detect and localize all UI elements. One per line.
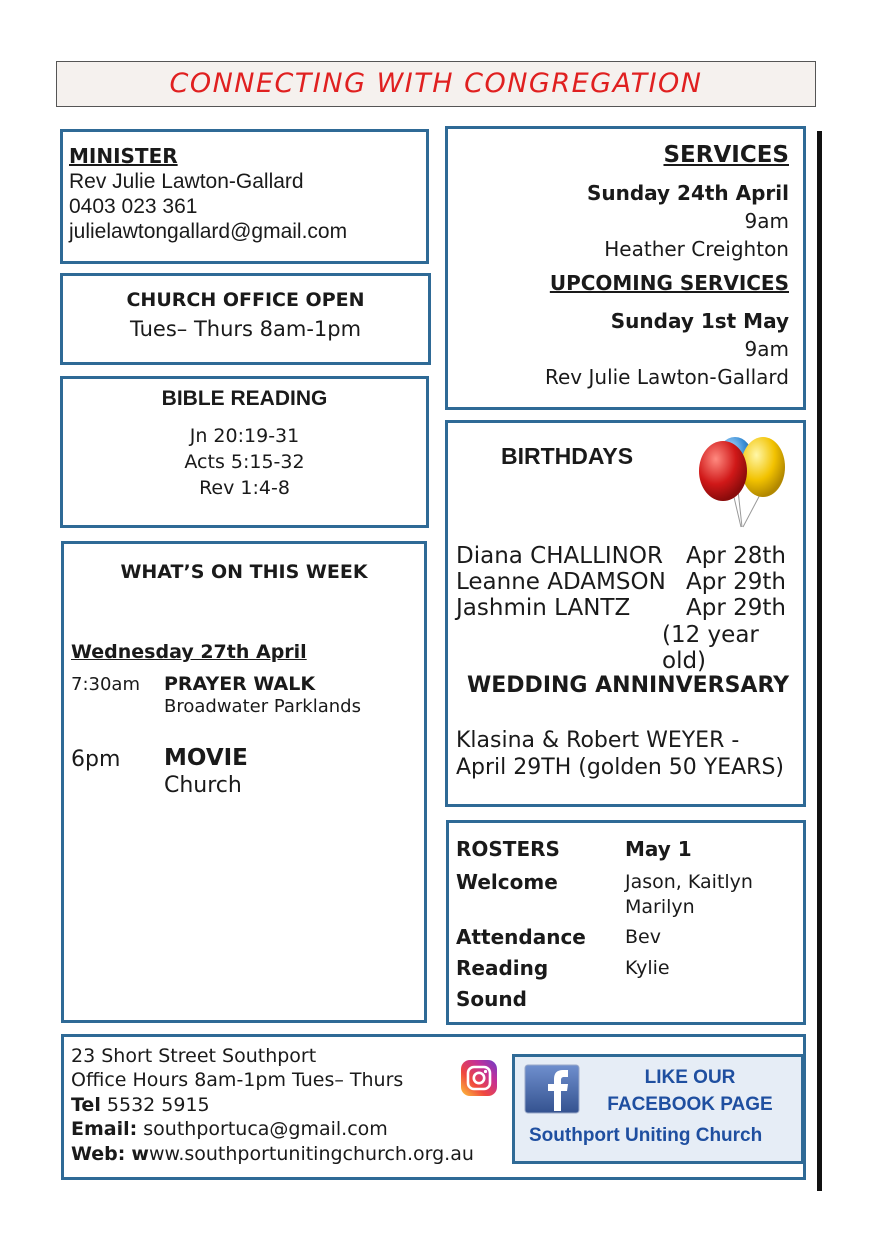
rosters-heading: ROSTERS [456,837,560,861]
minister-name: Rev Julie Lawton-Gallard [69,170,304,193]
web-link[interactable] [131,1143,473,1165]
anniversary-line: April 29TH (golden 50 YEARS) [456,755,785,780]
birthdays-box [445,420,806,807]
event-time: 7:30am [71,674,140,695]
birthday-note: (12 year old) [662,622,759,674]
web-link-first-letter: w [131,1143,149,1165]
birthday-date: Apr 29th [686,595,786,621]
rosters-box [446,820,806,1025]
minister-email[interactable]: julielawtongallard@gmail.com [69,220,348,243]
event-title: PRAYER WALK [164,673,316,695]
upcoming-services-heading: UPCOMING SERVICES [549,271,789,295]
services-box [445,126,806,410]
event-place: Church [164,773,242,798]
minister-phone: 0403 023 361 [69,195,198,218]
footer-email [71,1118,388,1140]
services-heading: SERVICES [663,142,789,168]
facebook-page-name: Southport Uniting Church [529,1125,763,1146]
instagram-icon[interactable] [460,1059,498,1097]
web-label: Web: [71,1143,126,1165]
footer-address: 23 Short Street Southport [71,1045,317,1067]
facebook-panel[interactable] [512,1054,804,1164]
event-time: 6pm [71,747,121,772]
bible-reading: Rev 1:4-8 [199,477,290,499]
email-label: Email: [71,1118,138,1140]
footer-box [61,1034,806,1180]
event-place: Broadwater Parklands [164,696,361,717]
birthday-date: Apr 28th [686,543,786,569]
bible-heading: BIBLE READING [161,387,328,410]
balloons-icon [693,431,791,533]
roster-role: Attendance [456,925,586,949]
rosters-date: May 1 [625,837,692,861]
whatson-day: Wednesday 27th April [71,641,307,663]
facebook-line2: FACEBOOK PAGE [607,1094,773,1115]
upcoming-service-leader: Rev Julie Lawton-Gallard [545,365,789,389]
roster-names: Kylie [625,957,670,979]
roster-names: Bev [625,926,661,948]
birthday-name: Diana CHALLINOR [456,543,663,569]
roster-names: Marilyn [625,896,695,918]
birthdays-heading: BIRTHDAYS [501,443,634,469]
email-link[interactable]: southportuca@gmail.com [143,1118,388,1140]
service-leader: Heather Creighton [604,237,789,261]
tel-number[interactable]: 5532 5915 [106,1094,210,1116]
footer-office-hours: Office Hours 8am-1pm Tues– Thurs [71,1069,404,1091]
facebook-line1: LIKE OUR [644,1067,736,1088]
footer-web [71,1143,474,1165]
footer-tel [71,1094,210,1116]
page-title: CONNECTING WITH CONGREGATION [169,68,703,99]
office-hours: Tues– Thurs 8am-1pm [129,317,362,341]
birthday-name: Leanne ADAMSON [456,569,666,595]
office-box [60,273,431,365]
service-time: 9am [744,209,789,233]
roster-names: Jason, Kaitlyn [625,871,753,893]
roster-role: Sound [456,987,527,1011]
tel-label: Tel [71,1094,101,1116]
bible-box [60,376,429,528]
column-divider [817,131,822,1191]
anniversary-line: Klasina & Robert WEYER - [456,728,740,753]
anniversary-heading: WEDDING ANNINVERSARY [467,673,790,698]
roster-role: Reading [456,956,549,980]
bible-reading: Acts 5:15-32 [184,451,305,473]
bible-reading: Jn 20:19-31 [189,425,300,447]
page-title-banner [56,61,816,107]
whatson-box [61,541,427,1023]
whatson-heading: WHAT’S ON THIS WEEK [120,561,368,583]
facebook-icon [524,1064,580,1114]
office-heading: CHURCH OFFICE OPEN [126,289,365,311]
event-title: MOVIE [164,745,248,771]
minister-box [60,129,429,264]
service-date: Sunday 24th April [586,181,789,205]
upcoming-service-time: 9am [744,337,789,361]
birthday-date: Apr 29th [686,569,786,595]
upcoming-service-date: Sunday 1st May [610,309,789,333]
web-link-rest: ww.southportunitingchurch.org.au [148,1143,474,1165]
roster-role: Welcome [456,870,558,894]
minister-heading: MINISTER [69,144,178,168]
birthday-name: Jashmin LANTZ [456,595,631,621]
